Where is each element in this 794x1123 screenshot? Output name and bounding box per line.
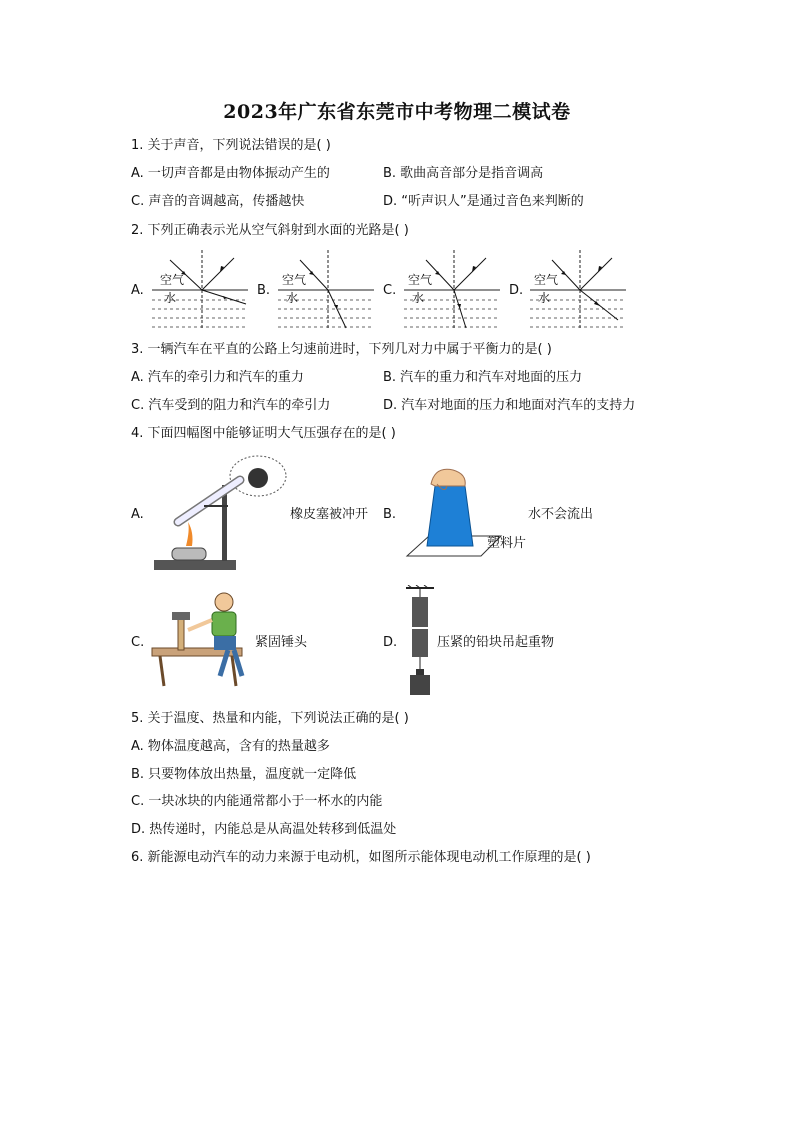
page-title: 2023年广东省东莞市中考物理二模试卷 [223, 101, 571, 123]
q5-option-c: C. 一块冰块的内能通常都小于一杯水的内能 [131, 794, 383, 809]
q1-option-c: C. 声音的音调越高，传播越快 [131, 194, 305, 209]
q4-c-hammer-illustration [150, 590, 260, 690]
q4-stem: 4. 下面四幅图中能够证明大气压强存在的是( ) [131, 426, 396, 441]
q2-d-water-label: 水 [538, 291, 551, 305]
q2-label-a: A. [131, 283, 144, 298]
q2-label-b: B. [257, 283, 271, 298]
q3-stem: 3. 一辆汽车在平直的公路上匀速前进时，下列几对力中属于平衡力的是( ) [131, 342, 552, 357]
q1-option-d: D. “听声识人”是通过音色来判断的 [383, 194, 584, 209]
q4-label-b: B. [383, 507, 397, 522]
q4-d-caption: 压紧的铅块吊起重物 [437, 635, 555, 650]
q5-option-b: B. 只要物体放出热量，温度就一定降低 [131, 767, 357, 782]
q4-c-caption: 紧固锤头 [255, 635, 308, 650]
q5-stem: 5. 关于温度、热量和内能，下列说法正确的是( ) [131, 711, 409, 726]
q2-label-c: C. [383, 283, 397, 298]
q5-option-d: D. 热传递时，内能总是从高温处转移到低温处 [131, 822, 397, 837]
q1-option-a: A. 一切声音都是由物体振动产生的 [131, 166, 330, 181]
q2-a-air-label: 空气 [160, 273, 185, 287]
q4-label-c: C. [131, 635, 145, 650]
q4-label-a: A. [131, 507, 144, 522]
q3-option-c: C. 汽车受到的阻力和汽车的牵引力 [131, 398, 331, 413]
q4-label-d: D. [383, 635, 398, 650]
q2-b-air-label: 空气 [282, 273, 307, 287]
q2-a-water-label: 水 [164, 291, 177, 305]
q2-b-water-label: 水 [286, 291, 299, 305]
q2-c-water-label: 水 [412, 291, 425, 305]
q3-option-b: B. 汽车的重力和汽车对地面的压力 [383, 370, 583, 385]
q4-a-test-tube-illustration [150, 450, 290, 575]
q1-stem: 1. 关于声音，下列说法错误的是( ) [131, 138, 331, 153]
q6-stem: 6. 新能源电动汽车的动力来源于电动机，如图所示能体现电动机工作原理的是( ) [131, 850, 591, 865]
q4-b-plastic-sheet-label: 塑料片 [487, 536, 527, 551]
q3-option-d: D. 汽车对地面的压力和地面对汽车的支持力 [383, 398, 636, 413]
q5-option-a: A. 物体温度越高，含有的热量越多 [131, 739, 330, 754]
q1-option-b: B. 歌曲高音部分是指音调高 [383, 166, 544, 181]
q2-c-air-label: 空气 [408, 273, 433, 287]
q2-d-air-label: 空气 [534, 273, 559, 287]
q4-d-lead-blocks-illustration [400, 585, 440, 697]
q3-option-a: A. 汽车的牵引力和汽车的重力 [131, 370, 304, 385]
q4-a-caption: 橡皮塞被冲开 [290, 507, 369, 522]
q2-label-d: D. [509, 283, 524, 298]
q2-stem: 2. 下列正确表示光从空气斜射到水面的光路是( ) [131, 223, 409, 238]
q4-b-caption: 水不会流出 [528, 507, 594, 522]
